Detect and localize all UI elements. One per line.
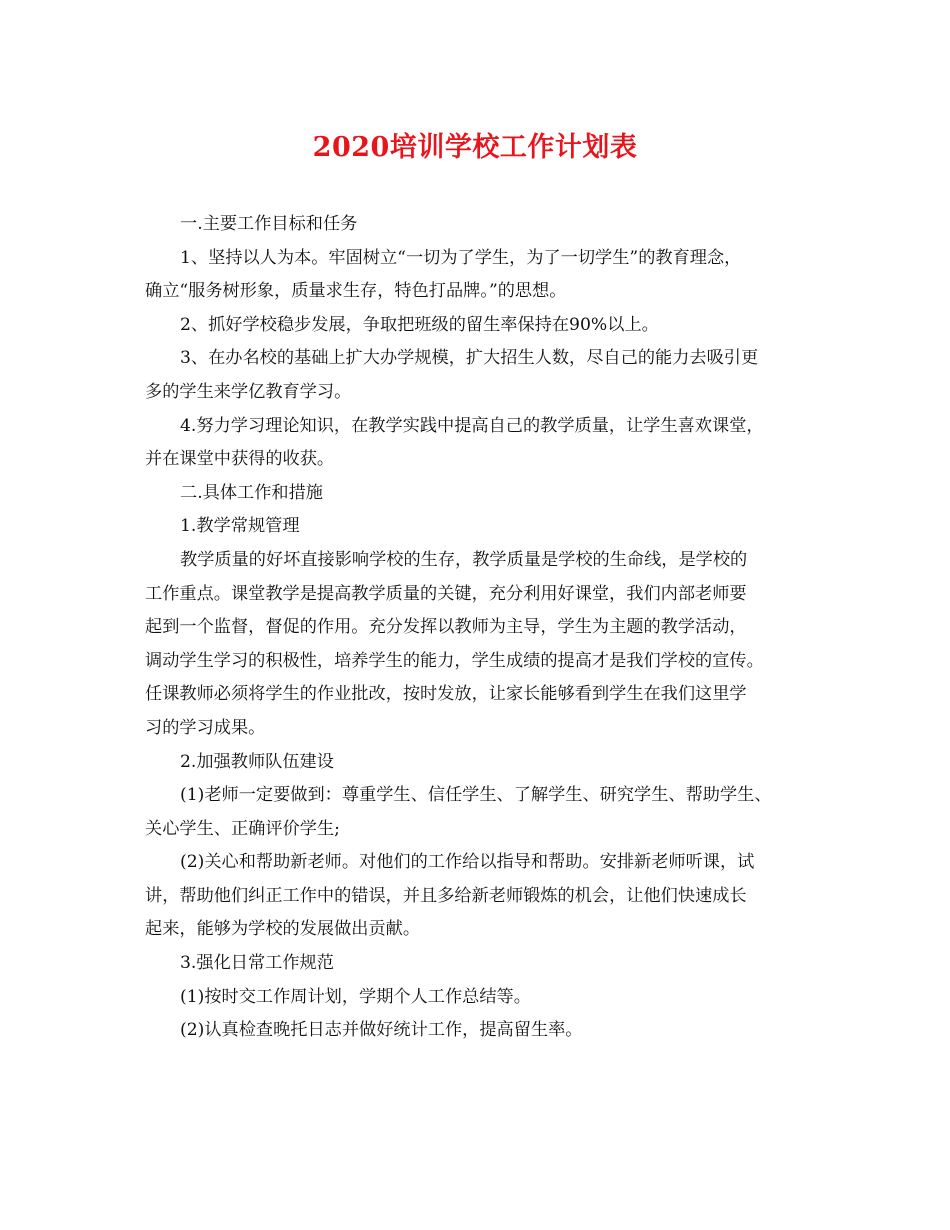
text-line: 习的学习成果。 (145, 717, 266, 738)
text-line: 关心学生、正确评价学生; (145, 818, 340, 839)
text-line: 4.努力学习理论知识，在教学实践中提高自己的教学质量，让学生喜欢课堂， (180, 415, 764, 436)
text-line: 二.具体工作和措施 (180, 482, 323, 503)
text-line: 3、在办名校的基础上扩大办学规模，扩大招生人数，尽自己的能力去吸引更 (180, 348, 759, 369)
text-line: 确立“服务树形象，质量求生存，特色打品牌。”的思想。 (145, 281, 567, 302)
text-line: 任课教师必须将学生的作业批改，按时发放，让家长能够看到学生在我们这里学 (145, 684, 747, 705)
text-line: 一.主要工作目标和任务 (180, 214, 358, 234)
document-body (145, 208, 825, 1048)
text-line: 2、抓好学校稳步发展，争取把班级的留生率保持在90%以上。 (180, 314, 659, 335)
text-line: 3.强化日常工作规范 (180, 953, 334, 974)
text-line: 工作重点。课堂教学是提高教学质量的关键，充分利用好课堂，我们内部老师要 (145, 583, 747, 604)
text-line: (2)认真检查晚托日志并做好统计工作，提高留生率。 (180, 1020, 583, 1041)
text-line: 起到一个监督，督促的作用。充分发挥以教师为主导，学生为主题的教学活动， (145, 617, 747, 638)
text-line: 讲，帮助他们纠正工作中的错误，并且多给新老师锻炼的机会，让他们快速成长 (145, 885, 747, 906)
text-line: (1)老师一定要做到：尊重学生、信任学生、了解学生、研究学生、帮助学生、 (180, 785, 772, 806)
text-line: 教学质量的好坏直接影响学校的生存，教学质量是学校的生命线，是学校的 (180, 549, 748, 570)
text-line: 调动学生学习的积极性，培养学生的能力，学生成绩的提高才是我们学校的宣传。 (145, 650, 764, 671)
text-line: 多的学生来学亿教育学习。 (145, 381, 352, 402)
text-line: 并在课堂中获得的收获。 (145, 449, 335, 470)
text-line: 1.教学常规管理 (180, 516, 300, 537)
text-line: 1、坚持以人为本。牢固树立“一切为了学生，为了一切学生”的教育理念， (180, 247, 742, 268)
text-line: (2)关心和帮助新老师。对他们的工作给以指导和帮助。安排新老师听课，试 (180, 852, 755, 873)
document-title: 2020培训学校工作计划表 (312, 132, 638, 163)
text-line: (1)按时交工作周计划，学期个人工作总结等。 (180, 986, 531, 1007)
text-line: 2.加强教师队伍建设 (180, 751, 334, 772)
text-line: 起来，能够为学校的发展做出贡献。 (145, 919, 421, 940)
